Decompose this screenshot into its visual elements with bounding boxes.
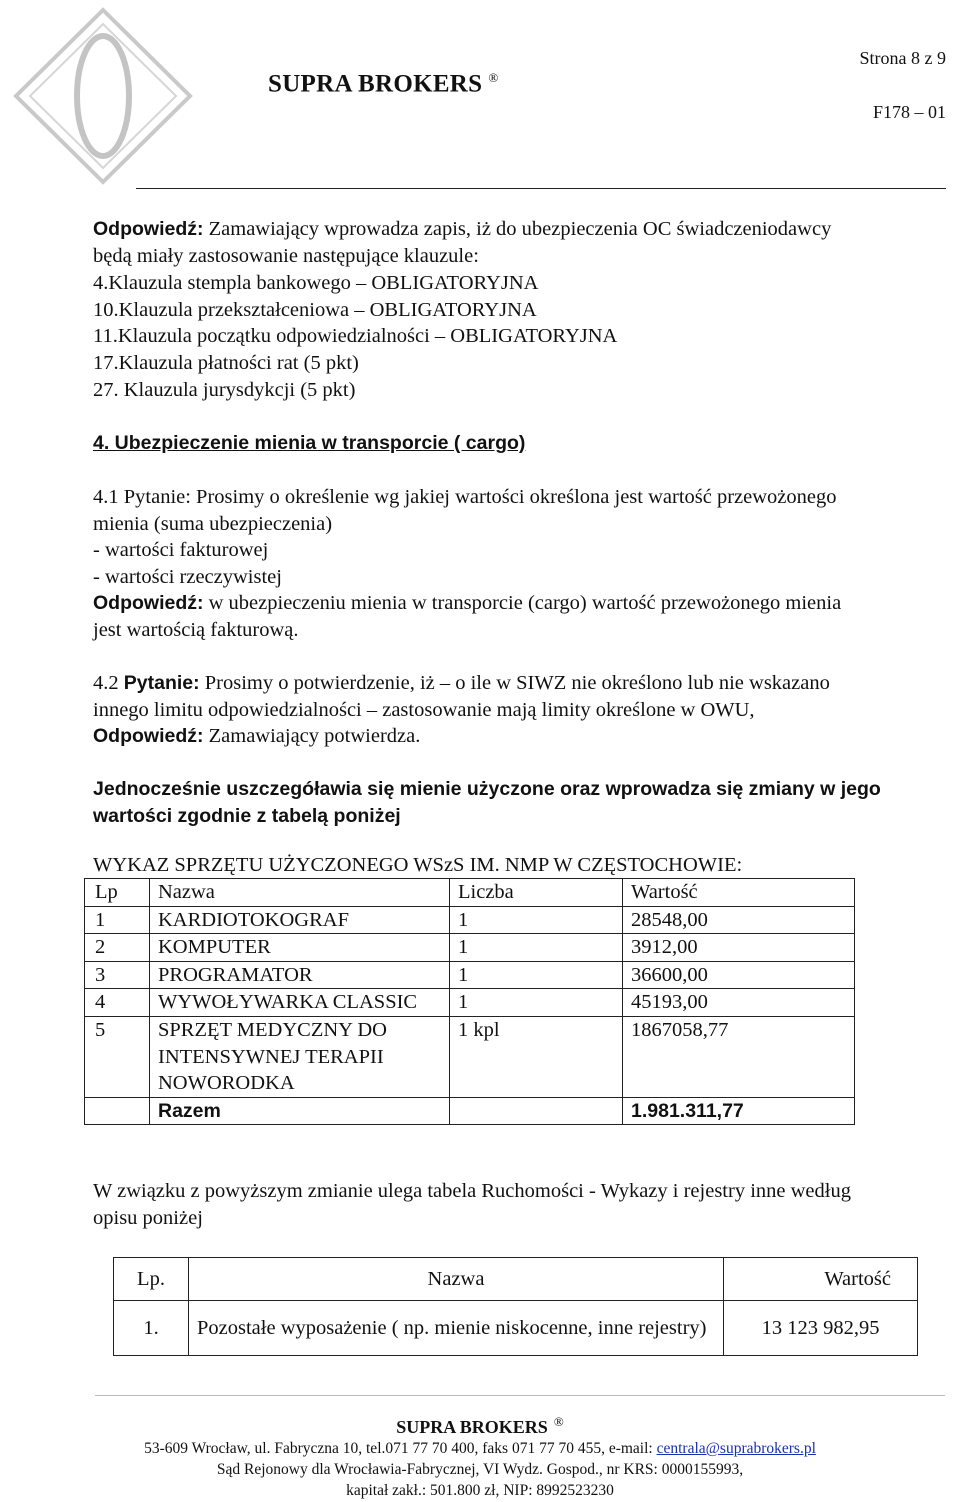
column-header-nazwa: Nazwa <box>189 1258 724 1301</box>
clause-item: 11.Klauzula początku odpowiedzialności – OBLIGATORYJNA <box>93 325 618 347</box>
email-link[interactable]: centrala@suprabrokers.pl <box>656 1440 816 1457</box>
question-4-2-line2: innego limitu odpowiedzialności – zastosowanie mają limity określone w OWU, <box>93 699 755 721</box>
column-header-liczba: Liczba <box>450 879 623 907</box>
footer-brand: SUPRA BROKERS ® <box>396 1414 564 1437</box>
movables-table <box>113 1257 918 1356</box>
footer-capital: kapitał zakł.: 501.800 zł, NIP: 8992523230 <box>346 1482 614 1499</box>
cell-liczba: 1 kpl <box>450 1016 623 1097</box>
answer-paragraph: Odpowiedź: Zamawiający wprowadza zapis, iż do ubezpieczenia OC świadczeniodawcy <box>93 218 832 240</box>
column-header-wartosc: Wartość <box>724 1258 918 1301</box>
section-heading: 4. Ubezpieczenie mienia w transporcie ( cargo) <box>93 432 526 454</box>
total-value: 1.981.311,77 <box>623 1097 855 1125</box>
question-4-1-option: - wartości rzeczywistej <box>93 566 282 588</box>
table-row <box>85 906 855 934</box>
table-header-row <box>85 879 855 907</box>
table-row <box>85 1016 855 1097</box>
cell-lp: 4 <box>85 989 150 1017</box>
cell-nazwa: Pozostałe wyposażenie ( np. mienie niskocenne, inne rejestry) <box>189 1301 724 1356</box>
column-header-nazwa: Nazwa <box>150 879 450 907</box>
cell-lp: 1 <box>85 906 150 934</box>
cell-empty <box>450 1097 623 1125</box>
note-paragraph-line2: wartości zgodnie z tabelą poniżej <box>93 805 401 827</box>
cell-nazwa: WYWOŁYWARKA CLASSIC <box>150 989 450 1017</box>
cell-wartosc: 45193,00 <box>623 989 855 1017</box>
cell-wartosc: 1867058,77 <box>623 1016 855 1097</box>
table-header-row <box>114 1258 918 1301</box>
question-4-1-option: - wartości fakturowej <box>93 539 269 561</box>
footer-address: 53-609 Wrocław, ul. Fabryczna 10, tel.071 77 70 400, faks 071 77 70 455, e-mail: centrala@suprabrokers.pl <box>144 1440 816 1457</box>
page-number: Strona 8 z 9 <box>859 48 946 68</box>
cell-lp: 1. <box>114 1301 189 1356</box>
cell-liczba: 1 <box>450 934 623 962</box>
footer-court: Sąd Rejonowy dla Wrocławia-Fabrycznej, VI Wydz. Gospod., nr KRS: 0000155993, <box>216 1461 744 1478</box>
cell-wartosc: 3912,00 <box>623 934 855 962</box>
column-header-lp: Lp. <box>114 1258 189 1301</box>
table-row <box>85 961 855 989</box>
cell-nazwa: SPRZĘT MEDYCZNY DO INTENSYWNEJ TERAPII NOWORODKA <box>150 1016 450 1097</box>
table-total-row <box>85 1097 855 1125</box>
table-row <box>114 1301 918 1356</box>
cell-wartosc: 13 123 982,95 <box>724 1301 918 1356</box>
clause-item: 10.Klauzula przekształceniowa – OBLIGATORYJNA <box>93 299 537 321</box>
cell-lp: 5 <box>85 1016 150 1097</box>
footer-divider <box>95 1395 945 1396</box>
answer-paragraph-line2: będą miały zastosowanie następujące klauzule: <box>93 245 479 267</box>
column-header-lp: Lp <box>85 879 150 907</box>
cell-lp: 2 <box>85 934 150 962</box>
cell-liczba: 1 <box>450 961 623 989</box>
table-row <box>85 989 855 1017</box>
cell-wartosc: 36600,00 <box>623 961 855 989</box>
equipment-table <box>84 878 855 1125</box>
cell-lp: 3 <box>85 961 150 989</box>
cell-liczba: 1 <box>450 989 623 1017</box>
cell-empty <box>85 1097 150 1125</box>
cell-liczba: 1 <box>450 906 623 934</box>
total-label: Razem <box>150 1097 450 1125</box>
change-paragraph-line2: opisu poniżej <box>93 1207 203 1229</box>
document-code: F178 – 01 <box>872 102 946 122</box>
answer-4-1-line2: jest wartością fakturową. <box>93 619 299 641</box>
cell-nazwa: PROGRAMATOR <box>150 961 450 989</box>
column-header-wartosc: Wartość <box>623 879 855 907</box>
cell-nazwa: KARDIOTOKOGRAF <box>150 906 450 934</box>
header-brand: SUPRA BROKERS ® <box>268 70 499 98</box>
answer-4-1: Odpowiedź: w ubezpieczeniu mienia w transporcie (cargo) wartość przewożonego mienia <box>93 592 842 614</box>
clause-item: 17.Klauzula płatności rat (5 pkt) <box>93 352 359 374</box>
equipment-list-title: WYKAZ SPRZĘTU UŻYCZONEGO WSzS IM. NMP W CZĘSTOCHOWIE: <box>93 854 743 876</box>
header-divider <box>136 188 946 189</box>
clause-item: 4.Klauzula stempla bankowego – OBLIGATORYJNA <box>93 272 539 294</box>
question-4-1: 4.1 Pytanie: Prosimy o określenie wg jakiej wartości określona jest wartość przewożonego <box>93 486 837 508</box>
answer-4-2: Odpowiedź: Zamawiający potwierdza. <box>93 725 421 747</box>
question-4-1-line2: mienia (suma ubezpieczenia) <box>93 513 333 535</box>
cell-nazwa: KOMPUTER <box>150 934 450 962</box>
company-logo <box>8 4 198 188</box>
question-4-2: 4.2 Pytanie: Prosimy o potwierdzenie, iż – o ile w SIWZ nie określono lub nie wskazano <box>93 672 830 694</box>
clause-item: 27. Klauzula jurysdykcji (5 pkt) <box>93 379 356 401</box>
table-row <box>85 934 855 962</box>
cell-wartosc: 28548,00 <box>623 906 855 934</box>
change-paragraph: W związku z powyższym zmianie ulega tabela Ruchomości - Wykazy i rejestry inne według <box>93 1180 851 1202</box>
note-paragraph: Jednocześnie uszczegóławia się mienie użyczone oraz wprowadza się zmiany w jego <box>93 778 881 800</box>
